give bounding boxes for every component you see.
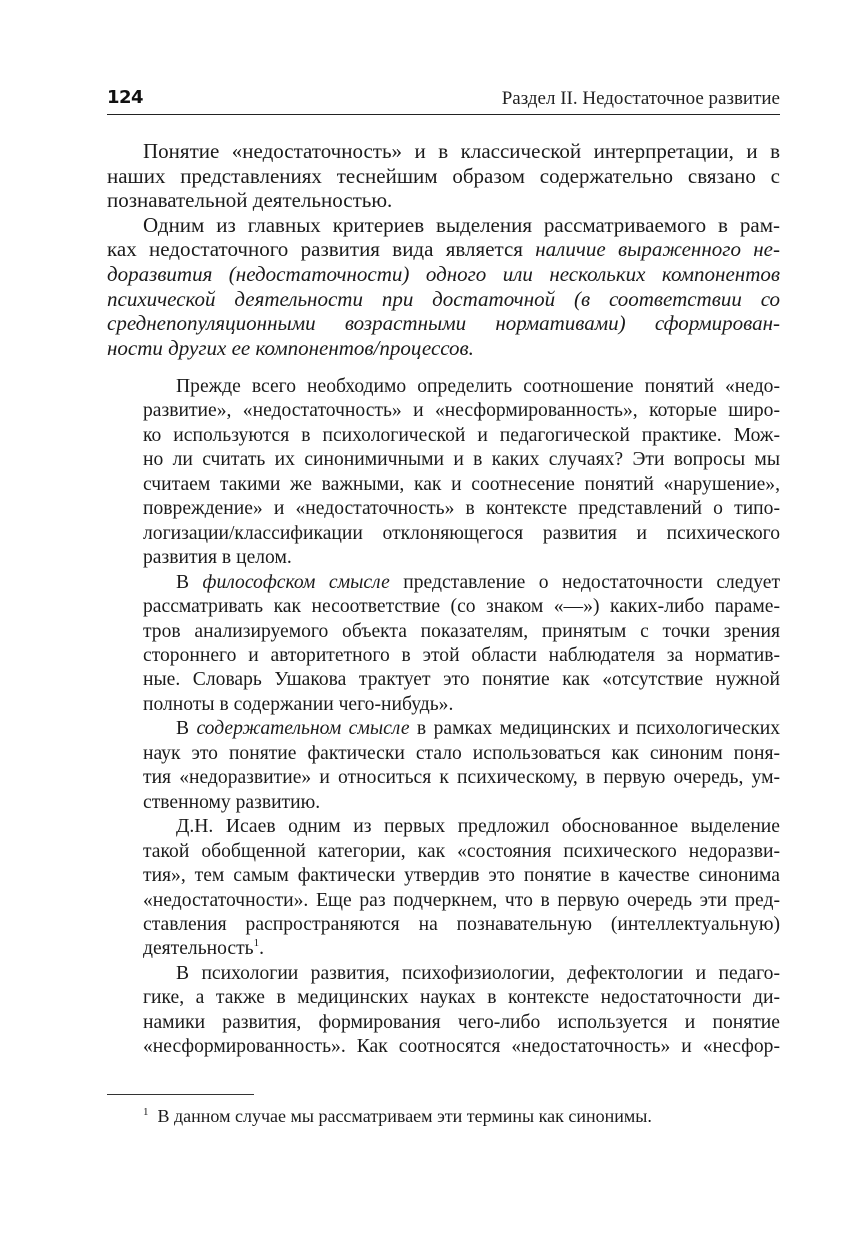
- text-segment: В психологии развития, психофизиологии, дефектологии и педаго-: [176, 962, 780, 984]
- text-line: [143, 375, 780, 399]
- text-segment: «несформированность». Как соотносятся «недостаточность» и «несфор-: [143, 1036, 780, 1058]
- text-segment: рассматривать как несоответствие (со знаком «—») каких-либо параме-: [143, 596, 780, 618]
- intro-block: [107, 139, 780, 360]
- text-segment: познавательной деятельностью.: [107, 188, 393, 213]
- text-segment: Понятие «недостаточность» и в классической интерпретации, и в: [143, 139, 780, 163]
- text-segment: психической деятельности при достаточной (в соответствии со: [107, 286, 780, 311]
- text-line: [143, 962, 780, 986]
- text-line: [143, 693, 780, 717]
- text-line: [143, 571, 780, 595]
- text-segment: наук это понятие фактически стало использоваться как синоним поня-: [143, 742, 780, 764]
- footnote-text: В данном случае мы рассматриваем эти термины как синонимы.: [157, 1106, 652, 1126]
- text-line: [107, 188, 780, 213]
- text-segment: наших представлениях теснейшим образом содержательно связано с: [107, 163, 780, 188]
- text-line: [143, 864, 780, 888]
- section-title: Раздел II. Недостаточное развитие: [501, 88, 780, 109]
- text-line: [143, 717, 780, 741]
- footnote-mark: 1: [143, 1106, 149, 1118]
- text-line: [107, 164, 780, 189]
- text-segment: полноты в содержании чего-нибудь».: [143, 693, 454, 715]
- text-line: [143, 668, 780, 692]
- text-line: [143, 448, 780, 472]
- text-line: [143, 1035, 780, 1059]
- page-number: 124: [107, 87, 144, 108]
- text-segment: представление о недостаточности следует: [389, 571, 780, 593]
- text-segment: ках недостаточного развития вида является: [107, 237, 536, 262]
- text-segment: В: [176, 571, 203, 593]
- text-segment: .: [259, 938, 265, 960]
- text-segment: гике, а также в медицинских науках в контексте недостаточности ди-: [143, 987, 780, 1009]
- footnote-divider: [107, 1094, 254, 1095]
- text-segment: ности других ее компонентов/процессов.: [107, 335, 474, 360]
- text-segment: но ли считать их синонимичными и в каких случаях? Эти вопросы мы: [143, 449, 780, 471]
- text-segment: деятельность: [143, 938, 254, 960]
- text-segment: считаем такими же важными, как и соотнесение понятий «нарушение»,: [143, 473, 780, 495]
- text-segment: «недостаточности». Еще раз подчеркнем, что в первую очередь эти пред-: [143, 889, 780, 911]
- text-line: [143, 546, 780, 570]
- text-segment: логизации/классификации отклоняющегося развития и психического: [143, 522, 780, 544]
- text-line: [143, 766, 780, 790]
- text-line: [143, 815, 780, 839]
- text-segment: тия», тем самым фактически утвердив это понятие в качестве синонима: [143, 865, 780, 887]
- text-segment: такой обобщенной категории, как «состояния психического недоразви-: [143, 840, 780, 862]
- text-line: [143, 644, 780, 668]
- emphasis: содержательном смысле: [196, 718, 410, 740]
- text-segment: Д.Н. Исаев одним из первых предложил обоснованное выделение: [176, 816, 780, 838]
- body-block: [143, 375, 780, 1060]
- text-segment: В: [176, 718, 197, 740]
- text-line: [107, 262, 780, 287]
- text-line: [143, 840, 780, 864]
- text-segment: тия «недоразвитие» и относиться к психическому, в первую очередь, ум-: [143, 767, 780, 789]
- emphasis: философском смысле: [202, 571, 390, 593]
- text-line: [107, 213, 780, 238]
- text-line: [107, 287, 780, 312]
- text-segment: развитие», «недостаточность» и «несформированность», которые широ-: [143, 400, 780, 422]
- footnote-reference[interactable]: 1: [253, 937, 260, 950]
- text-segment: Прежде всего необходимо определить соотношение понятий «недо-: [176, 376, 780, 397]
- text-line: [143, 742, 780, 766]
- text-segment: в рамках медицинских и психологических: [409, 718, 780, 740]
- running-header: [107, 86, 780, 115]
- footnote: [143, 1101, 780, 1127]
- text-segment: ственному развитию.: [143, 791, 321, 813]
- text-segment: ко используются в психологической и педагогической практике. Мож-: [143, 424, 780, 446]
- text-line: [107, 336, 780, 361]
- text-line: [143, 424, 780, 448]
- text-line: [143, 595, 780, 619]
- text-segment: ные. Словарь Ушакова трактует это понятие как «отсутствие нужной: [143, 669, 780, 691]
- text-segment: Одним из главных критериев выделения рассматриваемого в рам-: [143, 212, 780, 237]
- text-line: [143, 497, 780, 521]
- text-line: [143, 473, 780, 497]
- text-line: [143, 399, 780, 423]
- text-line: [143, 620, 780, 644]
- text-segment: среднепопуляционными возрастными нормативами) сформирован-: [107, 311, 780, 336]
- text-segment: стороннего и авторитетного в этой области наблюдателя за норматив-: [143, 644, 780, 666]
- text-line: [107, 237, 780, 262]
- text-line: [107, 311, 780, 336]
- text-segment: доразвития (недостаточности) одного или нескольких компонентов: [107, 261, 780, 286]
- text-line: [143, 913, 780, 937]
- text-segment: тров анализируемого объекта показателям, принятым с точки зрения: [143, 620, 780, 642]
- text-line: [143, 889, 780, 913]
- text-segment: развития в целом.: [143, 547, 292, 569]
- text-line: [143, 522, 780, 546]
- text-line: [143, 1011, 780, 1035]
- text-line: [143, 791, 780, 815]
- text-segment: намики развития, формирования чего-либо используется и понятие: [143, 1011, 780, 1033]
- text-line: [143, 986, 780, 1010]
- text-segment: повреждение» и «недостаточность» в контексте представлений о типо-: [143, 498, 780, 520]
- text-line: [107, 139, 780, 164]
- text-line: [143, 937, 780, 961]
- emphasis: наличие выраженного не-: [535, 237, 780, 262]
- text-segment: ставления распространяются на познавательную (интеллектуальную): [143, 913, 780, 935]
